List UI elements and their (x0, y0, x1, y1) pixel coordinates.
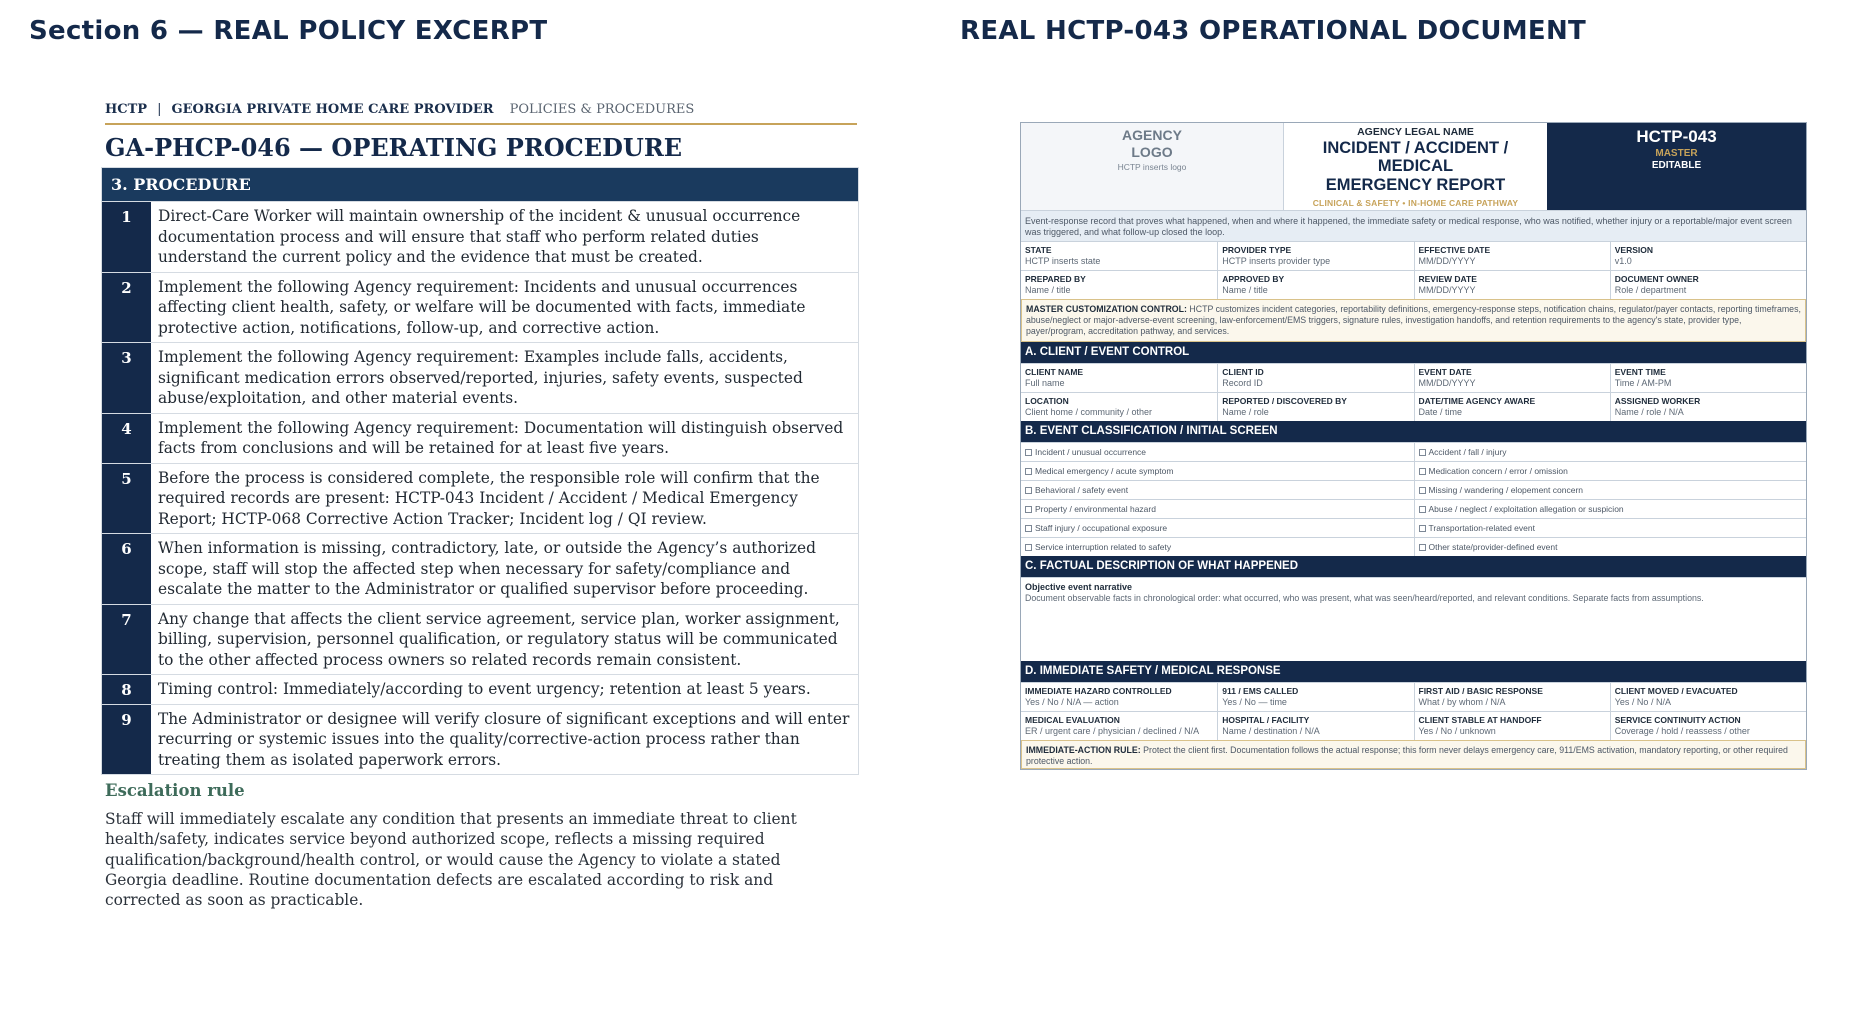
checkbox-label: Service interruption related to safety (1035, 542, 1172, 552)
field-label: ASSIGNED WORKER (1614, 396, 1701, 406)
narrative-hint: Document observable facts in chronological order: what occurred, who was present, what was seen/heard/reported, and relevant conditions. Separate facts from assumptions. (1025, 593, 1704, 603)
field-value: MM/DD/YYYY (1418, 378, 1476, 388)
rule-label: IMMEDIATE-ACTION RULE: (1026, 745, 1141, 755)
safety-response-grid (1021, 682, 1806, 740)
field-value: Yes / No / unknown (1418, 726, 1496, 736)
field-value: Yes / No / N/A (1614, 697, 1671, 707)
field-value: v1.0 (1614, 256, 1632, 266)
checkbox-label: Other state/provider-defined event (1428, 542, 1558, 552)
field-value: HCTP inserts provider type (1222, 256, 1331, 266)
checkbox-icon[interactable] (1025, 506, 1032, 513)
immediate-action-rule (1021, 740, 1806, 769)
step-text: Implement the following Agency requirement: Incidents and unusual occurrences affecting client health, safety, or welfare will be documented with facts, immediate protective action, notifications, follow-up, and corrective action. (158, 277, 806, 337)
event-checkbox[interactable] (1021, 518, 1414, 537)
client-event-grid (1021, 363, 1806, 421)
field-label: STATE (1025, 245, 1052, 255)
client-field[interactable] (1610, 363, 1806, 392)
form-purpose: Event-response record that proves what happened, when and where it happened, the immediate safety or medical response, who was notified, whether injury or a reportable/major event screen was triggered, and what follow-up closed the loop. (1021, 210, 1806, 241)
meta-field[interactable] (1217, 241, 1413, 270)
procedure-step (102, 704, 858, 775)
meta-field[interactable] (1217, 270, 1413, 299)
field-label: LOCATION (1025, 396, 1069, 406)
escalation-title: Escalation rule (105, 781, 245, 800)
field-value: Yes / No — time (1222, 697, 1287, 707)
policy-agency: HCTP (105, 101, 148, 117)
field-label: FIRST AID / BASIC RESPONSE (1418, 686, 1543, 696)
checkbox-label: Transportation-related event (1428, 523, 1535, 533)
checkbox-label: Accident / fall / injury (1428, 447, 1507, 457)
meta-field[interactable] (1021, 270, 1217, 299)
field-label: DOCUMENT OWNER (1614, 274, 1699, 284)
checkbox-icon[interactable] (1419, 544, 1426, 551)
section-d-header: D. IMMEDIATE SAFETY / MEDICAL RESPONSE (1021, 661, 1806, 682)
form-code-block (1547, 123, 1806, 210)
field-value: Role / department (1614, 285, 1687, 295)
field-label: PROVIDER TYPE (1222, 245, 1292, 255)
client-field[interactable] (1021, 392, 1217, 421)
event-classification-grid (1021, 442, 1806, 556)
field-value: Client home / community / other (1025, 407, 1153, 417)
field-value: Time / AM-PM (1614, 378, 1672, 388)
checkbox-label: Medical emergency / acute symptom (1035, 466, 1174, 476)
event-checkbox[interactable] (1021, 537, 1414, 556)
procedure-step (102, 533, 858, 604)
header-divider (105, 123, 857, 125)
field-label: APPROVED BY (1222, 274, 1285, 284)
step-number: 1 (102, 202, 151, 272)
step-number: 7 (102, 605, 151, 675)
procedure-step (102, 413, 858, 463)
field-label: CLIENT MOVED / EVACUATED (1614, 686, 1738, 696)
procedure-step (102, 201, 858, 272)
policy-excerpt (101, 99, 859, 910)
checkbox-label: Missing / wandering / elopement concern (1428, 485, 1583, 495)
field-value: HCTP inserts state (1025, 256, 1101, 266)
document-meta-grid (1021, 241, 1806, 299)
checkbox-label: Behavioral / safety event (1035, 485, 1129, 495)
procedure-step (102, 463, 858, 534)
field-value: Name / title (1222, 285, 1268, 295)
step-text: Timing control: Immediately/according to event urgency; retention at least 5 years. (158, 680, 811, 698)
policy-org: GEORGIA PRIVATE HOME CARE PROVIDER (171, 101, 494, 117)
field-value: Name / role (1222, 407, 1269, 417)
form-header (1021, 123, 1806, 210)
control-label: MASTER CUSTOMIZATION CONTROL: (1026, 304, 1187, 314)
event-checkbox[interactable] (1021, 499, 1414, 518)
procedure-step (102, 604, 858, 675)
policy-header-separator: | (157, 101, 162, 117)
field-label: CLIENT ID (1222, 367, 1264, 377)
procedure-step (102, 342, 858, 413)
client-field[interactable] (1021, 363, 1217, 392)
form-title-block (1284, 123, 1547, 210)
checkbox-label: Medication concern / error / omission (1428, 466, 1568, 476)
master-label: MASTER (1655, 148, 1698, 159)
step-number: 4 (102, 414, 151, 463)
field-label: EVENT DATE (1418, 367, 1472, 377)
event-checkbox[interactable] (1414, 537, 1807, 556)
meta-field[interactable] (1414, 270, 1610, 299)
client-field[interactable] (1610, 392, 1806, 421)
step-text: Direct-Care Worker will maintain ownership of the incident & unusual occurrence documentation process and will ensure that staff who perform related duties understand the current policy and the evidence that must be created. (158, 207, 801, 266)
form-subtitle: CLINICAL & SAFETY • IN-HOME CARE PATHWAY (1312, 198, 1519, 208)
meta-field[interactable] (1021, 241, 1217, 270)
step-text: Implement the following Agency requirement: Examples include falls, accidents, significant medication errors observed/reported, injuries, safety events, suspected abuse/exploitation, and other material events. (158, 348, 803, 407)
event-checkbox[interactable] (1414, 442, 1807, 461)
field-label: EFFECTIVE DATE (1418, 245, 1491, 255)
response-field[interactable] (1414, 682, 1610, 711)
agency-legal-name: AGENCY LEGAL NAME (1357, 126, 1474, 138)
logo-line-2: LOGO (1131, 144, 1173, 160)
event-checkbox[interactable] (1414, 461, 1807, 480)
field-label: SERVICE CONTINUITY ACTION (1614, 715, 1741, 725)
procedure-header: 3. PROCEDURE (102, 168, 858, 201)
event-narrative-field[interactable] (1021, 577, 1806, 661)
field-label: DATE/TIME AGENCY AWARE (1418, 396, 1536, 406)
field-label: 911 / EMS CALLED (1222, 686, 1299, 696)
field-value: Name / role / N/A (1614, 407, 1684, 417)
field-value: MM/DD/YYYY (1418, 285, 1476, 295)
checkbox-icon[interactable] (1025, 449, 1032, 456)
field-value: Date / time (1418, 407, 1463, 417)
event-checkbox[interactable] (1414, 480, 1807, 499)
step-text: When information is missing, contradictory, late, or outside the Agency’s authorized scope, staff will stop the affected step when necessary for safety/compliance and escalate the matter to the Administrator or qualified supervisor before proceeding. (158, 539, 817, 598)
checkbox-label: Abuse / neglect / exploitation allegation or suspicion (1428, 504, 1624, 514)
step-number: 9 (102, 705, 151, 775)
checkbox-label: Incident / unusual occurrence (1035, 447, 1147, 457)
agency-logo-placeholder (1021, 123, 1284, 210)
step-text: Before the process is considered complete, the responsible role will confirm that the required records are present: HCTP-043 Incident / Accident / Medical Emergency Report; HCTP-068 Corrective Action Tracker; Incident log / QI review. (158, 468, 820, 528)
form-title-line-2: EMERGENCY REPORT (1325, 176, 1506, 194)
field-value: ER / urgent care / physician / declined / N/A (1025, 726, 1200, 736)
field-label: PREPARED BY (1025, 274, 1086, 284)
response-field[interactable] (1217, 682, 1413, 711)
response-field[interactable] (1610, 711, 1806, 740)
field-label: HOSPITAL / FACILITY (1222, 715, 1310, 725)
hctp-043-form (1020, 122, 1807, 770)
form-code: HCTP-043 (1636, 127, 1717, 146)
client-field[interactable] (1414, 392, 1610, 421)
section-b-header: B. EVENT CLASSIFICATION / INITIAL SCREEN (1021, 421, 1806, 442)
checkbox-icon[interactable] (1419, 449, 1426, 456)
event-checkbox[interactable] (1414, 518, 1807, 537)
field-label: REPORTED / DISCOVERED BY (1222, 396, 1347, 406)
field-value: Name / destination / N/A (1222, 726, 1320, 736)
step-text: The Administrator or designee will verify closure of significant exceptions and will enter recurring or systemic issues into the quality/corrective-action process rather than treating them as isolated paperwork errors. (158, 709, 850, 769)
checkbox-icon[interactable] (1025, 468, 1032, 475)
field-label: IMMEDIATE HAZARD CONTROLLED (1025, 686, 1172, 696)
checkbox-icon[interactable] (1419, 468, 1426, 475)
step-text: Any change that affects the client service agreement, service plan, worker assignment, billing, supervision, personnel qualification, or regulatory status will be communicated to the other affected process owners so related records remain consistent. (158, 609, 840, 669)
client-field[interactable] (1217, 392, 1413, 421)
control-text: HCTP customizes incident categories, reportability definitions, emergency-response steps, notification chains, regulator/payer contacts, reporting timeframes, abuse/neglect or major-adverse-event screening, law-enforcement/EMS triggers, signature rules, investigation handoffs, and retention requirements to the agency's state, provider type, payer/program, accreditation pathway, and services. (1026, 304, 1801, 336)
event-checkbox[interactable] (1021, 480, 1414, 499)
policy-header (101, 99, 859, 119)
checkbox-label: Staff injury / occupational exposure (1035, 523, 1168, 533)
field-label: EVENT TIME (1614, 367, 1666, 377)
field-label: VERSION (1614, 245, 1654, 255)
field-label: CLIENT NAME (1025, 367, 1084, 377)
field-value: Coverage / hold / reassess / other (1614, 726, 1750, 736)
step-number: 8 (102, 675, 151, 704)
section-a-header: A. CLIENT / EVENT CONTROL (1021, 342, 1806, 363)
procedure-table (101, 167, 859, 775)
checkbox-icon[interactable] (1025, 525, 1032, 532)
response-field[interactable] (1021, 682, 1217, 711)
response-field[interactable] (1021, 711, 1217, 740)
field-label: CLIENT STABLE AT HANDOFF (1418, 715, 1542, 725)
field-value: What / by whom / N/A (1418, 697, 1506, 707)
step-number: 6 (102, 534, 151, 604)
field-value: Record ID (1222, 378, 1263, 388)
left-section-heading: Section 6 — REAL POLICY EXCERPT (29, 16, 548, 46)
step-number: 2 (102, 273, 151, 343)
editable-label: EDITABLE (1651, 160, 1702, 171)
checkbox-icon[interactable] (1025, 487, 1032, 494)
policy-section-label: POLICIES & PROCEDURES (509, 101, 695, 117)
form-title-line-1: INCIDENT / ACCIDENT / MEDICAL (1322, 139, 1509, 175)
customization-control-note (1021, 299, 1806, 342)
right-section-heading: REAL HCTP-043 OPERATIONAL DOCUMENT (960, 16, 1587, 46)
logo-note: HCTP inserts logo (1117, 162, 1187, 172)
meta-field[interactable] (1610, 270, 1806, 299)
field-value: MM/DD/YYYY (1418, 256, 1476, 266)
procedure-step (102, 674, 858, 704)
escalation-text: Staff will immediately escalate any condition that presents an immediate threat to client health/safety, indicates service beyond authorized scope, reflects a missing required qualification/background/health control, or would cause the Agency to violate a stated Georgia deadline. Routine documentation defects are escalated according to risk and corrected as soon as practicable. (105, 810, 797, 910)
event-checkbox[interactable] (1414, 499, 1807, 518)
step-number: 3 (102, 343, 151, 413)
field-label: MEDICAL EVALUATION (1025, 715, 1120, 725)
event-checkbox[interactable] (1021, 461, 1414, 480)
field-value: Yes / No / N/A — action (1025, 697, 1119, 707)
step-number: 5 (102, 464, 151, 534)
meta-field[interactable] (1610, 241, 1806, 270)
meta-field[interactable] (1414, 241, 1610, 270)
section-c-header: C. FACTUAL DESCRIPTION OF WHAT HAPPENED (1021, 556, 1806, 577)
response-field[interactable] (1610, 682, 1806, 711)
checkbox-icon[interactable] (1419, 506, 1426, 513)
checkbox-label: Property / environmental hazard (1035, 504, 1156, 514)
field-value: Full name (1025, 378, 1065, 388)
field-label: REVIEW DATE (1418, 274, 1477, 284)
checkbox-icon[interactable] (1419, 525, 1426, 532)
logo-line-1: AGENCY (1122, 127, 1182, 143)
procedure-step (102, 272, 858, 343)
checkbox-icon[interactable] (1419, 487, 1426, 494)
response-field[interactable] (1217, 711, 1413, 740)
step-text: Implement the following Agency requirement: Documentation will distinguish observed facts from conclusions and will be retained for at least five years. (158, 418, 844, 457)
field-value: Name / title (1025, 285, 1071, 295)
checkbox-icon[interactable] (1025, 544, 1032, 551)
rule-text: Protect the client first. Documentation follows the actual response; this form never delays emergency care, 911/EMS activation, mandatory reporting, or other required protective action. (1026, 745, 1788, 766)
response-field[interactable] (1414, 711, 1610, 740)
narrative-label: Objective event narrative (1025, 582, 1133, 592)
client-field[interactable] (1414, 363, 1610, 392)
policy-title: GA-PHCP-046 — OPERATING PROCEDURE (105, 133, 683, 162)
event-checkbox[interactable] (1021, 442, 1414, 461)
client-field[interactable] (1217, 363, 1413, 392)
